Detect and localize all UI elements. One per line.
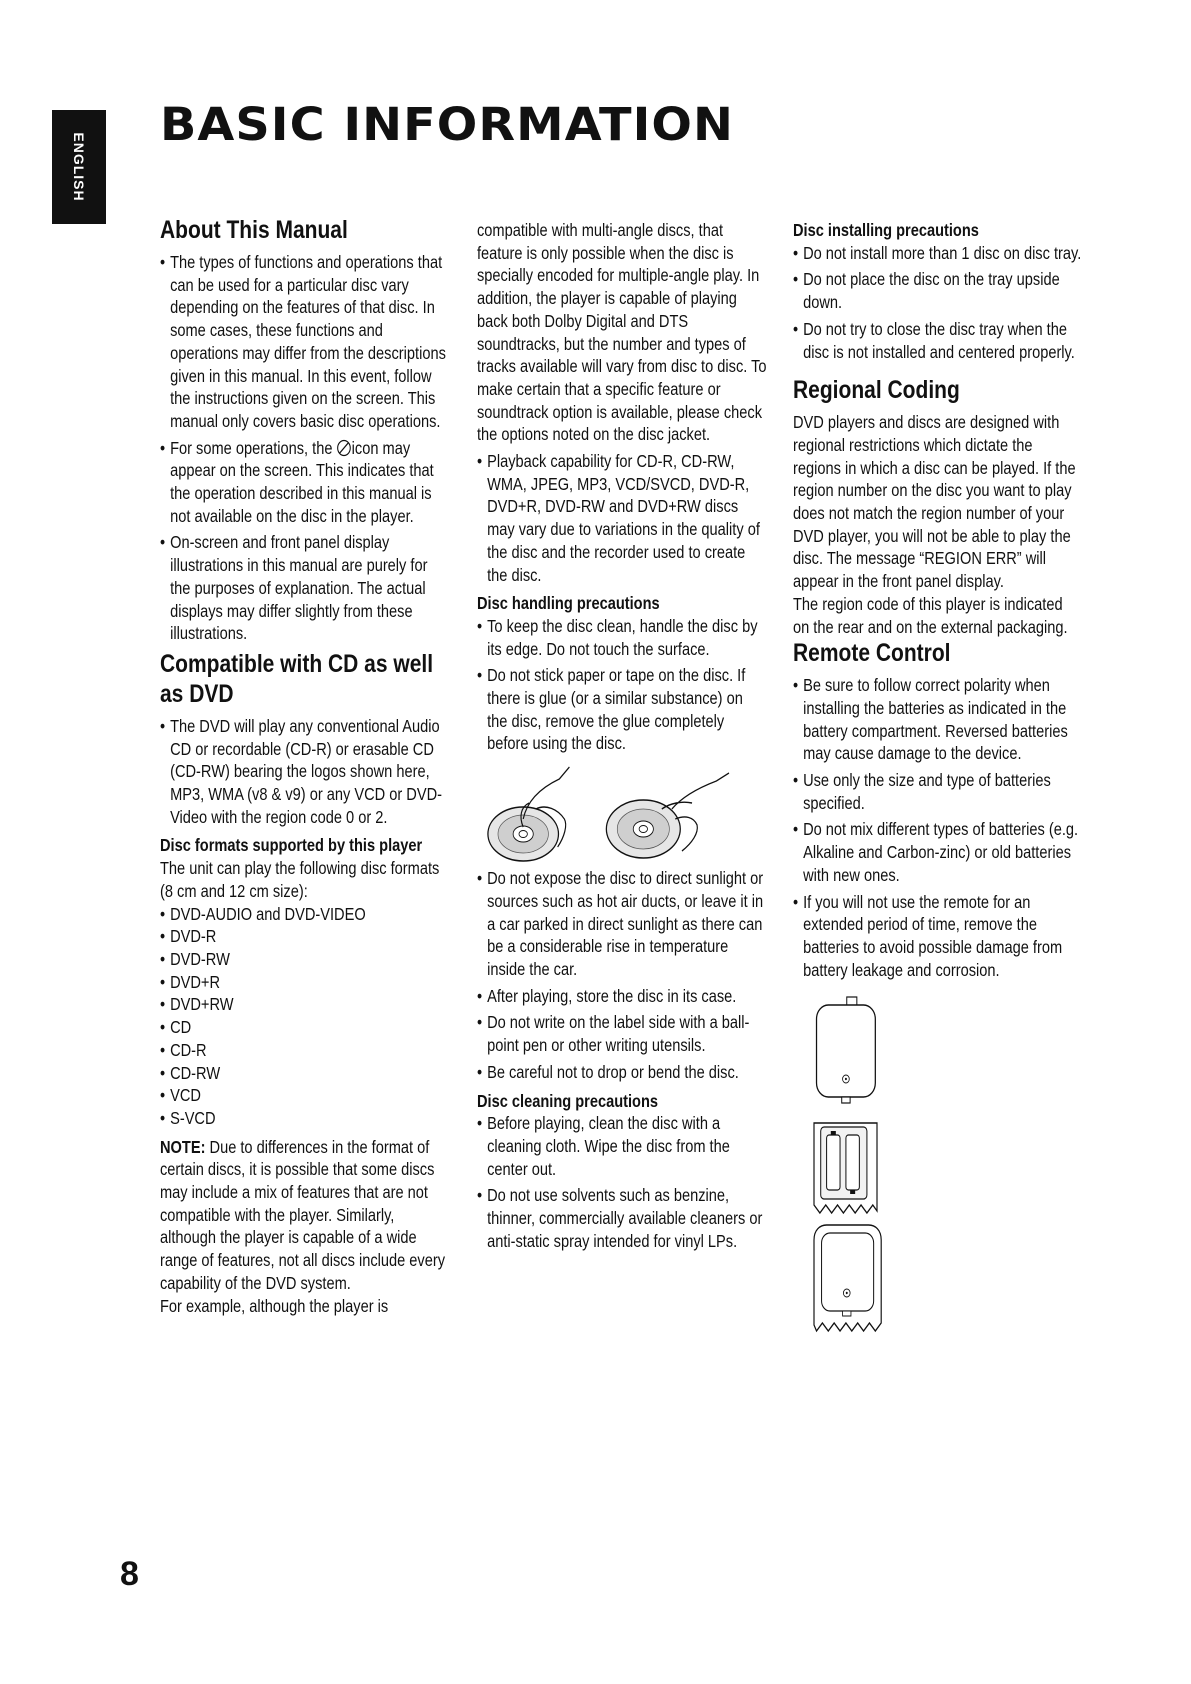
format-item: • DVD-RW xyxy=(160,948,450,971)
list-item: • To keep the disc clean, handle the disc by its edge. Do not touch the surface. xyxy=(477,615,767,660)
list-item: • Use only the size and type of batteries specified. xyxy=(793,769,1083,814)
handling-heading: Disc handling precautions xyxy=(477,593,660,614)
icon-item-text-after: icon may appear on the screen. This indicates that the operation described in this manual is not available on the disc in the player. xyxy=(170,437,434,526)
language-tab xyxy=(52,110,106,224)
list-item: • Do not mix different types of batteries (e.g. Alkaline and Carbon-zinc) or old batteries with new ones. xyxy=(793,818,1083,886)
note-label: NOTE: xyxy=(160,1136,206,1157)
format-item: • DVD-R xyxy=(160,925,450,948)
icon-item-text-before: For some operations, the xyxy=(170,437,333,458)
list-item: • The DVD will play any conventional Audio CD or recordable (CD-R) or erasable CD (CD-RW) bearing the logos shown here, MP3, WMA (v8 & v9) or any VCD or DVD-Video with the region code 0 or 2. xyxy=(160,715,450,829)
remote-heading: Remote Control xyxy=(793,639,951,668)
column-3 xyxy=(793,219,1083,1340)
list-item: • Be careful not to drop or bend the disc. xyxy=(477,1061,767,1084)
list-item: • Playback capability for CD-R, CD-RW, WMA, JPEG, MP3, VCD/SVCD, DVD-R, DVD+R, DVD-RW and DVD+RW discs may vary due to variations in the quality of the disc and the recorder used to create the disc. xyxy=(477,450,767,586)
formats-heading: Disc formats supported by this player xyxy=(160,835,423,856)
list-item: • On-screen and front panel display illustrations in this manual are purely for the purposes of explanation. The actual displays may differ slightly from these illustrations. xyxy=(160,531,450,645)
format-item: • CD-RW xyxy=(160,1062,450,1085)
format-item: • DVD+R xyxy=(160,971,450,994)
format-item: • S-VCD xyxy=(160,1107,450,1130)
list-item: • Do not write on the label side with a ball-point pen or other writing utensils. xyxy=(477,1011,767,1056)
storage-list xyxy=(477,867,767,1083)
about-heading: About This Manual xyxy=(160,216,348,244)
remote-battery-illustration xyxy=(810,995,902,1340)
compat-heading: Compatible with CD as well as DVD xyxy=(160,649,434,708)
continuation-paragraph: compatible with multi-angle discs, that feature is only possible when the disc is specially encoded for multiple-angle play. In addition, the player is capable of playing back both Dolby Digital and DTS soundtracks, but the number and types of tracks available will vary from disc to disc. To make certain that a specific feature or soundtrack option is available, please check the options noted on the disc jacket. xyxy=(477,220,767,445)
list-item: • Do not use solvents such as benzine, thinner, commercially available cleaners or anti-static spray intended for vinyl LPs. xyxy=(477,1184,767,1252)
list-item: • After playing, store the disc in its case. xyxy=(477,985,767,1008)
list-item: • Do not install more than 1 disc on disc tray. xyxy=(793,242,1083,265)
prohibited-icon xyxy=(337,439,352,457)
format-item: • CD xyxy=(160,1016,450,1039)
list-item: • The types of functions and operations that can be used for a particular disc vary depending on the features of that disc. In some cases, these functions and operations may differ from the descriptions given in this manual. In this event, follow the instructions given on the screen. This manual only covers basic disc operations. xyxy=(160,251,450,433)
list-item xyxy=(160,437,450,528)
list-item: • Before playing, clean the disc with a cleaning cloth. Wipe the disc from the center out. xyxy=(477,1112,767,1180)
installing-heading: Disc installing precautions xyxy=(793,220,979,240)
formats-intro: The unit can play the following disc formats (8 cm and 12 cm size): xyxy=(160,858,440,901)
format-item: • CD-R xyxy=(160,1039,450,1062)
page-number: 8 xyxy=(120,1555,139,1593)
disc-handling-illustration xyxy=(477,759,763,867)
list-item: • Do not try to close the disc tray when the disc is not installed and centered properly. xyxy=(793,318,1083,363)
handling-list xyxy=(477,615,767,755)
list-item: • If you will not use the remote for an extended period of time, remove the batteries to avoid possible damage from battery leakage and corrosion. xyxy=(793,891,1083,982)
format-item: • DVD+RW xyxy=(160,993,450,1016)
about-list xyxy=(160,251,450,645)
playback-list xyxy=(477,450,767,586)
list-item: • Do not place the disc on the tray upside down. xyxy=(793,268,1083,313)
remote-list xyxy=(793,674,1083,981)
format-item: • VCD xyxy=(160,1084,450,1107)
regional-text-2: The region code of this player is indicated on the rear and on the external packaging. xyxy=(793,593,1068,637)
note-text: Due to differences in the format of certain discs, it is possible that some discs may include a mix of features that are not compatible with the player. Similarly, although the player is capable of a wide range of features, not all discs include every capability of the DVD system. xyxy=(160,1136,446,1293)
format-item: • DVD-AUDIO and DVD-VIDEO xyxy=(160,903,450,926)
list-item: • Do not expose the disc to direct sunlight or sources such as hot air ducts, or leave it in a car parked in direct sunlight as there can be a considerable rise in temperature inside the car. xyxy=(477,867,767,981)
regional-heading: Regional Coding xyxy=(793,376,960,405)
language-tab-label: ENGLISH xyxy=(71,132,87,202)
column-1 xyxy=(160,215,450,1317)
cleaning-list xyxy=(477,1112,767,1252)
list-item: • Be sure to follow correct polarity when installing the batteries as indicated in the battery compartment. Reversed batteries may cause damage to the device. xyxy=(793,674,1083,765)
compat-list xyxy=(160,715,450,829)
list-item: • Do not stick paper or tape on the disc. If there is glue (or a similar substance) on the disc, remove the glue completely before using the disc. xyxy=(477,664,767,755)
formats-list xyxy=(160,903,450,1130)
regional-text: DVD players and discs are designed with regional restrictions which dictate the regions in which a disc can be played. If the region number on the disc you want to play does not match the region number of your DVD player, you will not be able to play the disc. The message “REGION ERR” will appear in the front panel display. xyxy=(793,412,1076,592)
column-2 xyxy=(477,219,767,1256)
page-title: BASIC INFORMATION xyxy=(160,98,734,151)
installing-list xyxy=(793,242,1083,364)
note-tail: For example, although the player is xyxy=(160,1295,389,1316)
cleaning-heading: Disc cleaning precautions xyxy=(477,1090,659,1111)
note-paragraph xyxy=(160,1136,450,1295)
